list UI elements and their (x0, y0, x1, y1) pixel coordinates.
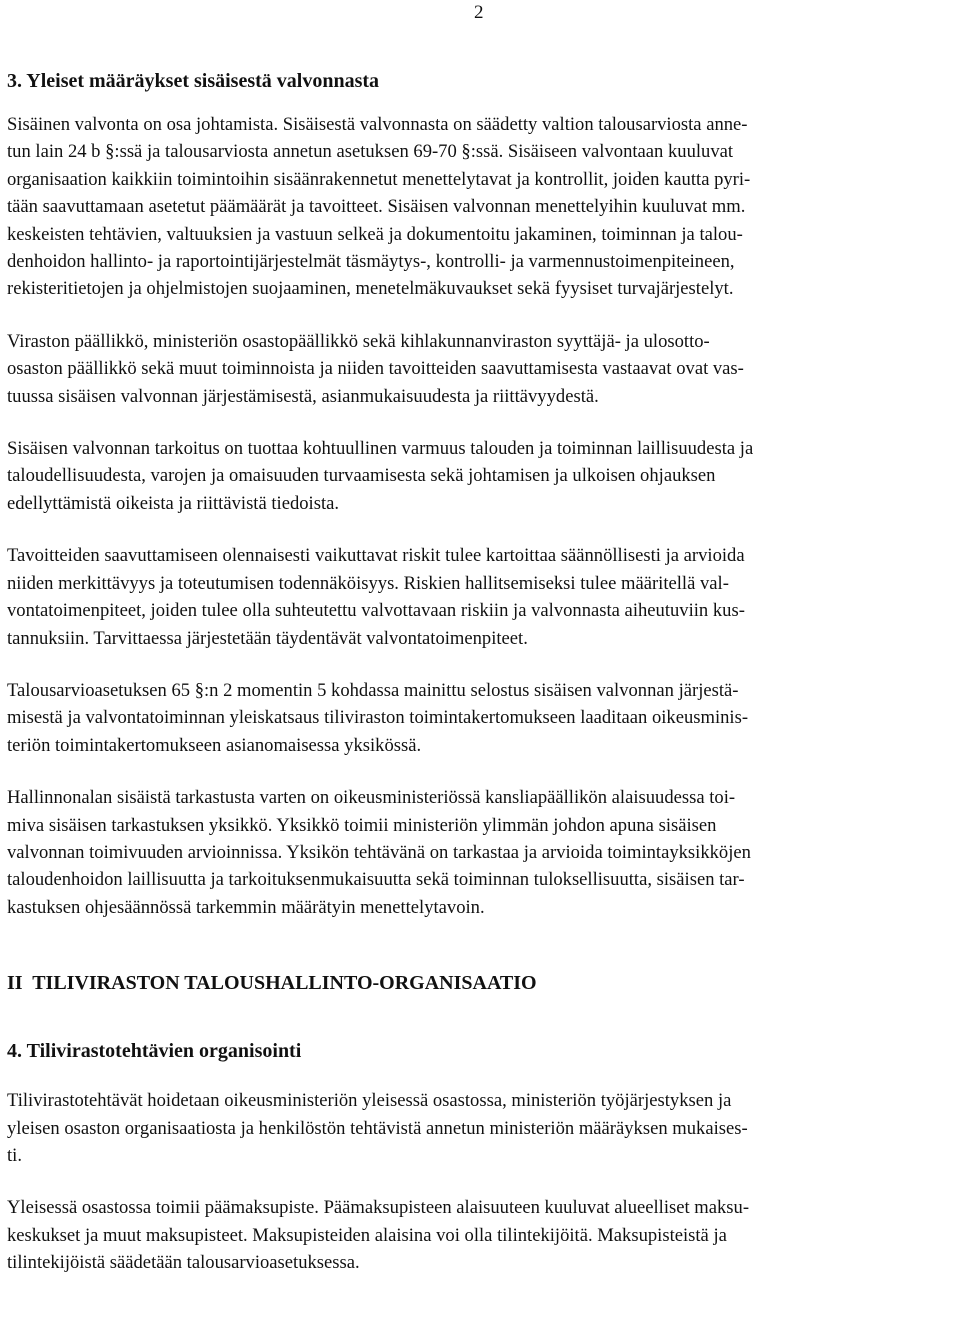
paragraph-internal-audit: Hallinnonalan sisäistä tarkastusta varten on oikeusministeriössä kansliapäällikön alaisuudessa toi- miva sisäisen tarkastuksen yksikkö. Yksikkö toimii ministeriön ylimmän johdon apuna sisäisen valvonnan toimivuuden arvioinnissa. Yksikön tehtävänä on tarkastaa ja arvioida toimintayksikköjen taloudenhoidon laillisuutta ja tarkoituksenmukaisuutta sekä toiminnan tuloksellisuutta, sisäisen tar- kastuksen ohjesäännössä tarkemmin määrätyin menettelytavoin. (7, 787, 751, 918)
paragraph-responsibility: Viraston päällikkö, ministeriön osastopäällikkö sekä kihlakunnanviraston syyttäjä- ja ulosotto- osaston päällikkö sekä muut toiminnoista ja niiden tavoitteiden saavuttamisesta vastaavat ovat vas- tuussa sisäisen valvonnan järjestämisestä, asianmukaisuudesta ja riittävyydestä. (7, 330, 744, 407)
paragraph-internal-control-intro: Sisäinen valvonta on osa johtamista. Sisäisestä valvonnasta on säädetty valtion talousarviosta anne- tun lain 24 b §:ssä ja talousarviosta annetun asetuksen 69-70 §:ssä. Sisäiseen valvontaan kuuluvat organisaation kaikkiin toimintoihin sisäänrakennetut menettelytavat ja kontrollit, joiden kautta pyri- tään saavuttamaan asetetut päämäärät ja tavoitteet. Sisäisen valvonnan menettelyihin kuuluvat mm. keskeisten tehtävien, valtuuksien ja vastuun selkeä ja dokumentoitu jakaminen, toiminnan ja talou- denhoidon hallinto- ja raportointijärjestelmät täsmäytys-, kontrolli- ja varmennustoimenpiteineen, rekisteritietojen ja ohjelmistojen suojaaminen, menetelmäkuvaukset sekä fyysiset turvajärjestelyt. (7, 114, 751, 300)
paragraph-payment-points: Yleisessä osastossa toimii päämaksupiste. Päämaksupisteen alaisuuteen kuuluvat alueelliset maksu- keskukset ja muut maksupisteet. Maksupisteiden alaisina voi olla tilintekijöitä. Maksupisteistä ja tilintekijöistä säädetään talousarvioasetuksessa. (7, 1197, 750, 1274)
section-heading-general-provisions: 3. Yleiset määräykset sisäisestä valvonnasta (7, 70, 380, 92)
document-body (7, 67, 955, 1277)
section-heading-accounting-tasks: 4. Tilivirastotehtävien organisointi (7, 1040, 302, 1063)
paragraph-annual-report: Talousarvioasetuksen 65 §:n 2 momentin 5 kohdassa mainittu selostus sisäisen valvonnan järjestä- misestä ja valvontatoiminnan yleiskatsaus tiliviraston toimintakertomukseen laaditaan oikeusminis- teriön toimintakertomukseen asianomaisessa yksikössä. (7, 679, 749, 756)
paragraph-accounting-tasks: Tilivirastotehtävät hoidetaan oikeusministeriön yleisessä osastossa, ministeriön työjärjestyksen ja yleisen osaston organisaatiosta ja henkilöstön tehtävistä annetun ministeriön määräyksen mukaises- ti. (7, 1090, 748, 1166)
paragraph-risks: Tavoitteiden saavuttamiseen olennaisesti vaikuttavat riskit tulee kartoittaa säännöllisesti ja arvioida niiden merkittävyys ja toteutumisen todennäköisyys. Riskien hallitsemiseksi tulee määritellä val- vontatoimenpiteet, joiden tulee olla suhteutettu valvottavaan riskiin ja valvonnasta aiheutuviin kus- tannuksiin. Tarvittaessa järjestetään täydentävät valvontatoimenpiteet. (7, 545, 745, 649)
paragraph-purpose: Sisäisen valvonnan tarkoitus on tuottaa kohtuullinen varmuus talouden ja toiminnan laillisuudesta ja taloudellisuudesta, varojen ja omaisuuden turvaamisesta sekä johtamisen ja ulkoisen ohjauksen edellyttämistä oikeista ja riittävistä tiedoista. (7, 438, 754, 514)
page-number: 2 (474, 2, 484, 23)
chapter-heading-financial-organization: II TILIVIRASTON TALOUSHALLINTO-ORGANISAATIO (7, 972, 537, 995)
